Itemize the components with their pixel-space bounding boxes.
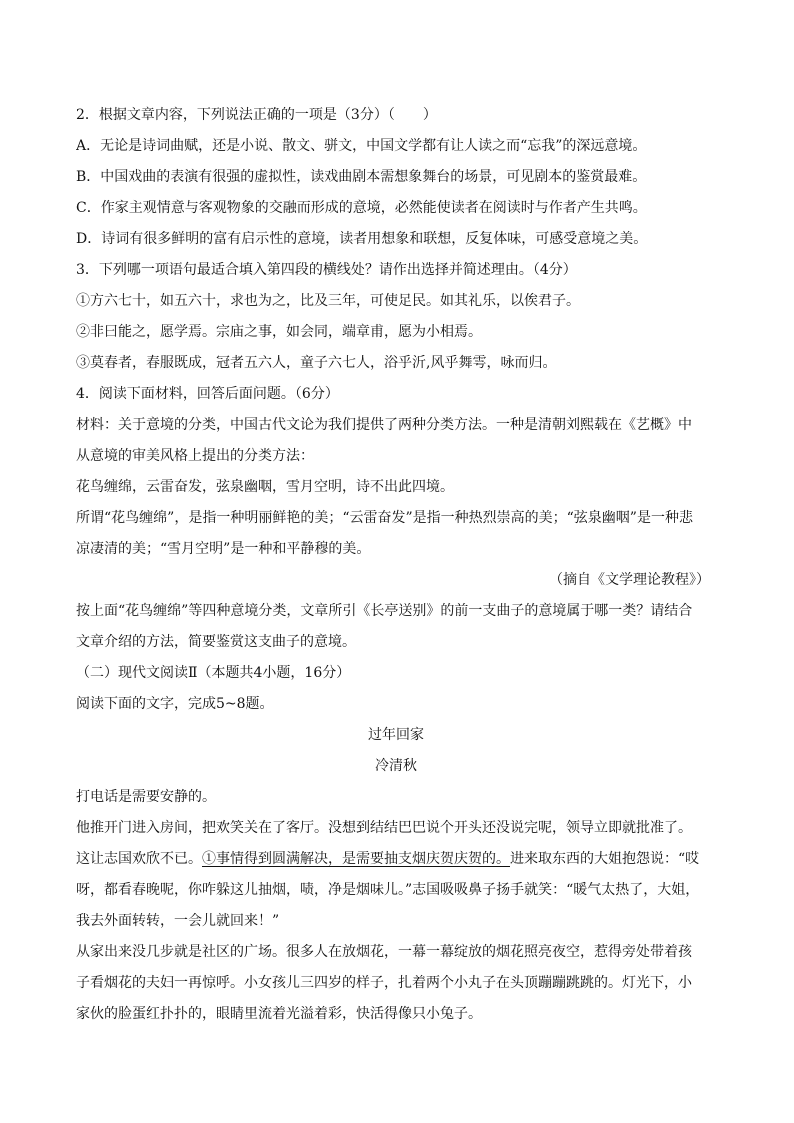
article-text-segment: 进来取东西的大姐抱怨说：“哎 (510, 851, 700, 867)
question-2-stem: 2．根据文章内容，下列说法正确的一项是（3分）（ ） (76, 107, 437, 123)
article-text-segment: 这让志国欢欣不已。 (76, 851, 202, 867)
reading-instruction: 阅读下面的文字，完成5~8题。 (76, 696, 274, 712)
question-4-prompt-line: 文章介绍的方法，简要鉴赏这支曲子的意境。 (76, 634, 356, 650)
question-2-option-b: B．中国戏曲的表演有很强的虚拟性，读戏曲剧本需想象舞台的场景，可见剧本的鉴赏最难。 (76, 169, 647, 185)
article-paragraph-line: 打电话是需要安静的。 (76, 789, 216, 805)
section-heading: （二）现代文阅读Ⅱ（本题共4小题，16分） (76, 665, 351, 681)
source-citation: （摘自《文学理论教程》） (549, 572, 710, 588)
article-paragraph-line (76, 844, 716, 875)
question-3-choice-1: ①方六七十，如五六十，求也为之，比及三年，可使足民。如其礼乐，以俟君子。 (76, 293, 580, 309)
article-paragraph-line: 家伙的脸蛋红扑扑的，眼睛里流着光溢着彩，快活得像只小兔子。 (76, 1006, 482, 1022)
question-2-option-a: A．无论是诗词曲赋，还是小说、散文、骈文，中国文学都有让人读之而“忘我”的深远意境。 (76, 138, 647, 154)
question-2-option-c: C．作家主观情意与客观物象的交融而形成的意境，必然能使读者在阅读时与作者产生共鸣。 (76, 200, 647, 216)
article-paragraph-line: 子看烟花的夫妇一再惊呼。小女孩儿三四岁的样子，扎着两个小丸子在头顶蹦蹦跳跳的。灯光下，小 (76, 975, 692, 991)
question-3-choice-3: ③莫春者，春服既成，冠者五六人，童子六七人，浴乎沂,风乎舞雩，咏而归。 (76, 355, 557, 371)
material-paragraph-line: 从意境的审美风格上提出的分类方法： (76, 448, 314, 464)
article-author: 冷清秋 (375, 758, 417, 774)
underlined-sentence-1: ①事情得到圆满解决，是需要抽支烟庆贺庆贺的。 (202, 851, 510, 867)
question-3-choice-2: ②非曰能之，愿学焉。宗庙之事，如会同，端章甫，愿为小相焉。 (76, 324, 482, 340)
article-paragraph-line: 他推开门进入房间，把欢笑关在了客厅。没想到结结巴巴说个开头还没说完呢，领导立即就批准了。 (76, 820, 692, 836)
question-4-stem: 4．阅读下面材料，回答后面问题。（6分） (76, 386, 339, 402)
question-4-prompt-line: 按上面“花鸟缠绵”等四种意境分类，文章所引《长亭送别》的前一支曲子的意境属于哪一类？请结合 (76, 603, 693, 619)
material-explanation-line: 凉凄清的美；“雪月空明”是一种和平静穆的美。 (76, 541, 371, 557)
question-2-option-d: D．诗词有很多鲜明的富有启示性的意境，读者用想象和联想，反复体味，可感受意境之美。 (76, 231, 648, 247)
article-paragraph-line: 我去外面转转，一会儿就回来！” (76, 913, 280, 929)
article-paragraph-line: 从家出来没几步就是社区的广场。很多人在放烟花，一幕一幕绽放的烟花照亮夜空，惹得旁处带着孩 (76, 944, 692, 960)
material-quote-line: 花鸟缠绵，云雷奋发，弦泉幽咽，雪月空明，诗不出此四境。 (76, 479, 454, 495)
article-title: 过年回家 (368, 727, 424, 743)
question-3-stem: 3．下列哪一项语句最适合填入第四段的横线处？请作出选择并简述理由。（4分） (76, 262, 577, 278)
article-paragraph-line: 呀，都看春晚呢，你咋躲这儿抽烟，啧，净是烟味儿。”志国吸吸鼻子扬手就笑：“暖气太热了，大姐， (76, 882, 700, 898)
material-explanation-line: 所谓“花鸟缠绵”，是指一种明丽鲜艳的美；“云雷奋发”是指一种热烈崇高的美；“弦泉幽咽”是一种悲 (76, 510, 693, 526)
material-paragraph-line: 材料：关于意境的分类，中国古代文论为我们提供了两种分类方法。一种是清朝刘熙载在《艺概》中 (76, 417, 692, 433)
